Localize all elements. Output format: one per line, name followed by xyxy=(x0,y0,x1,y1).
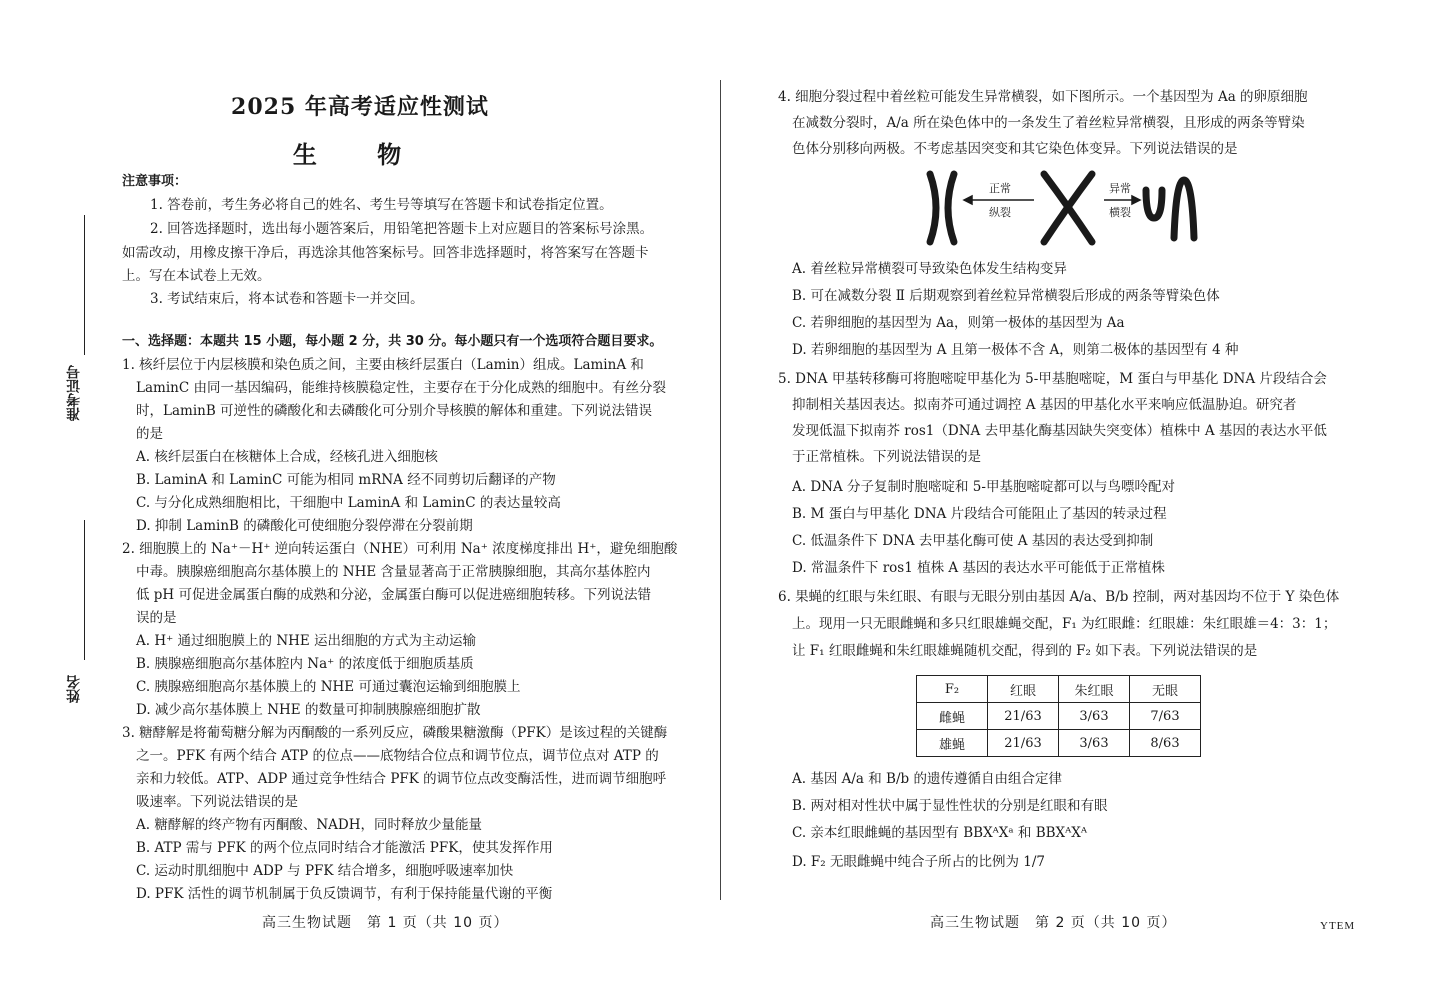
question-text: 中毒。胰腺癌细胞高尔基体膜上的 NHE 含量显著高于正常胰腺细胞，其高尔基体腔内 xyxy=(136,564,651,580)
exam-title: 2025 年高考适应性测试 xyxy=(231,94,489,120)
notice-line: 3. 考试结束后，将本试卷和答题卡一并交回。 xyxy=(150,291,424,307)
table-header-cell: 红眼 xyxy=(988,676,1059,703)
table-header-cell: 朱红眼 xyxy=(1059,676,1130,703)
table-cell: 3/63 xyxy=(1059,703,1130,730)
f2-results-table xyxy=(916,675,1201,757)
notice-heading: 注意事项： xyxy=(122,174,188,189)
option: A. 基因 A/a 和 B/b 的遗传遵循自由组合定律 xyxy=(792,771,1062,787)
notice-line: 如需改动，用橡皮擦干净后，再选涂其他答案标号。回答非选择题时，将答案写在答题卡 xyxy=(122,245,649,261)
question-text: 亲和力较低。ATP、ADP 通过竞争性结合 PFK 的调节位点改变酶活性，进而调节细胞呼 xyxy=(136,771,667,787)
option: B. LaminA 和 LaminC 可能为相同 mRNA 经不同剪切后翻译的产物 xyxy=(136,472,556,488)
table-row xyxy=(917,703,1201,730)
watermark-code: YTEM xyxy=(1320,920,1356,932)
question-text: 发现低温下拟南芥 ros1（DNA 去甲基化酶基因缺失突变体）植株中 A 基因的表达水平低 xyxy=(792,423,1327,439)
option: C. 若卵细胞的基因型为 Aa，则第一极体的基因型为 Aa xyxy=(792,315,1125,331)
exam-id-line xyxy=(84,215,85,355)
option: A. H⁺ 通过细胞膜上的 NHE 运出细胞的方式为主动运输 xyxy=(136,633,477,649)
question-text: LaminC 由同一基因编码，能维持核膜稳定性，主要存在于分化成熟的细胞中。有丝分裂 xyxy=(136,380,666,396)
table-header-cell: F₂ xyxy=(917,676,988,703)
question-text: 5. DNA 甲基转移酶可将胞嘧啶甲基化为 5-甲基胞嘧啶，M 蛋白与甲基化 DNA 片段结合会 xyxy=(778,371,1327,387)
question-text: 让 F₁ 红眼雌蝇和朱红眼雄蝇随机交配，得到的 F₂ 如下表。下列说法错误的是 xyxy=(792,643,1258,659)
figure-label-longitudinal: 纵裂 xyxy=(989,206,1011,219)
option: D. 若卵细胞的基因型为 A 且第一极体不含 A，则第二极体的基因型有 4 种 xyxy=(792,342,1239,358)
question-text: 之一。PFK 有两个结合 ATP 的位点——底物结合位点和调节位点，调节位点对 ATP 的 xyxy=(136,748,659,764)
option: C. 亲本红眼雌蝇的基因型有 BBXᴬXᵃ 和 BBXᴬXᴬ xyxy=(792,825,1088,841)
arrowhead-left xyxy=(964,196,972,204)
notice-line: 1. 答卷前，考生务必将自己的姓名、考生号等填写在答题卡和试卷指定位置。 xyxy=(150,197,613,213)
name-label: 姓名 xyxy=(66,675,82,703)
question-text: 3. 糖酵解是将葡萄糖分解为丙酮酸的一系列反应，磷酸果糖激酶（PFK）是该过程的关键酶 xyxy=(122,725,668,741)
name-line xyxy=(84,520,85,660)
table-cell: 3/63 xyxy=(1059,730,1130,757)
option: B. M 蛋白与甲基化 DNA 片段结合可能阻止了基因的转录过程 xyxy=(792,506,1167,522)
option: C. 运动时肌细胞中 ADP 与 PFK 结合增多，细胞呼吸速率加快 xyxy=(136,863,514,879)
question-text: 6. 果蝇的红眼与朱红眼、有眼与无眼分别由基因 A/a、B/b 控制，两对基因均不位于 Y 染色体 xyxy=(778,589,1340,605)
option: A. 核纤层蛋白在核糖体上合成，经核孔进入细胞核 xyxy=(136,449,438,465)
question-text: 吸速率。下列说法错误的是 xyxy=(136,794,298,810)
question-text: 误的是 xyxy=(136,610,177,626)
option: D. 减少高尔基体膜上 NHE 的数量可抑制胰腺癌细胞扩散 xyxy=(136,702,481,718)
right-page xyxy=(722,0,1437,1002)
question-text: 上。现用一只无眼雌蝇和多只红眼雄蝇交配，F₁ 为红眼雌：红眼雄：朱红眼雄＝4：3：1； xyxy=(792,616,1337,632)
subject-title: 生 物 xyxy=(292,140,428,169)
notice-line: 2. 回答选择题时，选出每小题答案后，用铅笔把答题卡上对应题目的答案标号涂黑。 xyxy=(150,221,654,237)
table-header-row xyxy=(917,676,1201,703)
table-row xyxy=(917,730,1201,757)
option: D. PFK 活性的调节机制属于负反馈调节，有利于保持能量代谢的平衡 xyxy=(136,886,553,902)
isochromosome-down xyxy=(1146,190,1162,218)
question-text: 的是 xyxy=(136,426,163,442)
question-text: 在减数分裂时，A/a 所在染色体中的一条发生了着丝粒异常横裂，且形成的两条等臂染 xyxy=(792,115,1305,131)
question-text: 于正常植株。下列说法错误的是 xyxy=(792,449,981,465)
chromatid-left-b xyxy=(948,174,954,242)
option: B. 两对相对性状中属于显性性状的分别是红眼和有眼 xyxy=(792,798,1108,814)
table-cell: 7/63 xyxy=(1130,703,1201,730)
option: B. 胰腺癌细胞高尔基体腔内 Na⁺ 的浓度低于细胞质基质 xyxy=(136,656,474,672)
arrowhead-right xyxy=(1132,196,1140,204)
table-cell: 21/63 xyxy=(988,730,1059,757)
table-cell: 8/63 xyxy=(1130,730,1201,757)
option: B. ATP 需与 PFK 的两个位点同时结合才能激活 PFK，使其发挥作用 xyxy=(136,840,553,856)
table-header-cell: 无眼 xyxy=(1130,676,1201,703)
table-cell: 雄蝇 xyxy=(917,730,988,757)
option: C. 与分化成熟细胞相比，干细胞中 LaminA 和 LaminC 的表达量较高 xyxy=(136,495,561,511)
option: D. F₂ 无眼雌蝇中纯合子所占的比例为 1/7 xyxy=(792,854,1046,870)
option: B. 可在减数分裂 Ⅱ 后期观察到着丝粒异常横裂后形成的两条等臂染色体 xyxy=(792,288,1220,304)
option: D. 常温条件下 ros1 植株 A 基因的表达水平可能低于正常植株 xyxy=(792,560,1165,576)
table-cell: 雌蝇 xyxy=(917,703,988,730)
page-divider xyxy=(720,80,721,900)
option: A. 着丝粒异常横裂可导致染色体发生结构变异 xyxy=(792,261,1067,277)
question-text: 低 pH 可促进金属蛋白酶的成熟和分泌，金属蛋白酶可以促进癌细胞转移。下列说法错 xyxy=(136,587,651,603)
figure-label-abnormal: 异常 xyxy=(1109,182,1131,195)
question-text: 色体分别移向两极。不考虑基因突变和其它染色体变异。下列说法错误的是 xyxy=(792,141,1238,157)
question-text: 2. 细胞膜上的 Na⁺－H⁺ 逆向转运蛋白（NHE）可利用 Na⁺ 浓度梯度排出 H⁺，避免细胞酸 xyxy=(122,541,678,557)
option: A. DNA 分子复制时胞嘧啶和 5-甲基胞嘧啶都可以与鸟嘌呤配对 xyxy=(792,479,1175,495)
option: D. 抑制 LaminB 的磷酸化可使细胞分裂停滞在分裂前期 xyxy=(136,518,473,534)
question-text: 1. 核纤层位于内层核膜和染色质之间，主要由核纤层蛋白（Lamin）组成。LaminA 和 xyxy=(122,357,644,373)
notice-line: 上。写在本试卷上无效。 xyxy=(122,268,271,284)
page-footer: 高三生物试题 第 2 页（共 10 页） xyxy=(930,915,1177,931)
question-text: 时，LaminB 可逆性的磷酸化和去磷酸化可分别介导核膜的解体和重建。下列说法错误 xyxy=(136,403,653,419)
table-cell: 21/63 xyxy=(988,703,1059,730)
isochromosome-up xyxy=(1174,180,1194,238)
chromatid-left-a xyxy=(930,174,936,242)
page-footer: 高三生物试题 第 1 页（共 10 页） xyxy=(262,915,509,931)
figure-label-normal: 正常 xyxy=(989,182,1011,195)
figure-label-transverse: 横裂 xyxy=(1109,206,1131,219)
exam-id-label: 准考证号 xyxy=(66,365,82,421)
centromere-division-figure xyxy=(918,168,1203,250)
question-text: 抑制相关基因表达。拟南芥可通过调控 A 基因的甲基化水平来响应低温胁迫。研究者 xyxy=(792,397,1297,413)
option: C. 胰腺癌细胞高尔基体膜上的 NHE 可通过囊泡运输到细胞膜上 xyxy=(136,679,521,695)
option: C. 低温条件下 DNA 去甲基化酶可使 A 基因的表达受到抑制 xyxy=(792,533,1154,549)
option: A. 糖酵解的终产物有丙酮酸、NADH，同时释放少量能量 xyxy=(136,817,482,833)
question-text: 4. 细胞分裂过程中着丝粒可能发生异常横裂，如下图所示。一个基因型为 Aa 的卵原细胞 xyxy=(778,89,1308,105)
section-heading: 一、选择题：本题共 15 小题，每小题 2 分，共 30 分。每小题只有一个选项符合题目要求。 xyxy=(122,334,663,349)
